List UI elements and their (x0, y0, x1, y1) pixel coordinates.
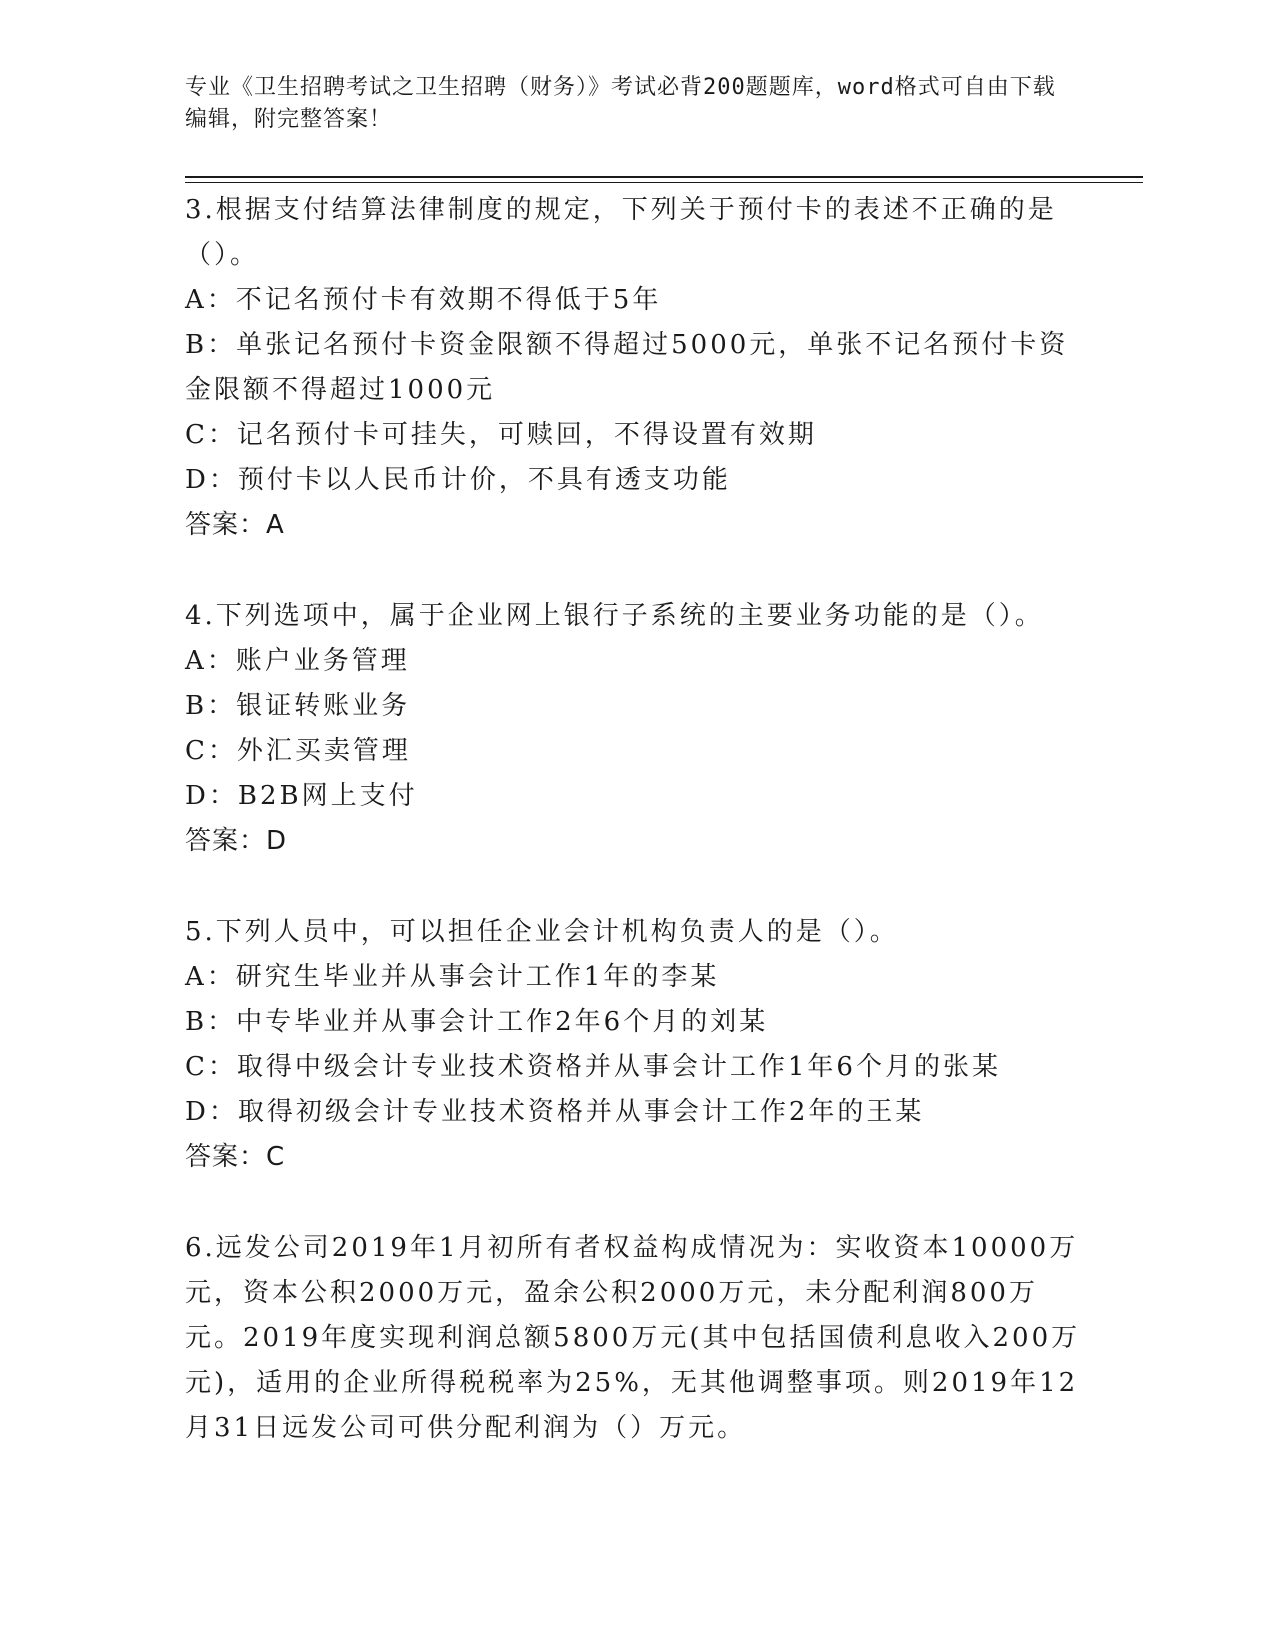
header-divider-thin (185, 182, 1143, 183)
question-stem: 4.下列选项中，属于企业网上银行子系统的主要业务功能的是（）。 (185, 601, 1044, 631)
question-5 (185, 910, 1085, 1180)
option-c: C：外汇买卖管理 (185, 736, 411, 766)
option-d: D：取得初级会计专业技术资格并从事会计工作2年的王某 (185, 1097, 925, 1127)
option-b: B：中专毕业并从事会计工作2年6个月的刘某 (185, 1007, 769, 1037)
question-spacer (185, 864, 1085, 910)
option-d: D：预付卡以人民币计价，不具有透支功能 (185, 465, 731, 495)
answer-line: 答案：C (185, 1142, 286, 1172)
option-c: C：记名预付卡可挂失，可赎回，不得设置有效期 (185, 420, 817, 450)
question-stem: 5.下列人员中，可以担任企业会计机构负责人的是（）。 (185, 917, 899, 947)
option-c: C：取得中级会计专业技术资格并从事会计工作1年6个月的张某 (185, 1052, 1001, 1082)
option-a: A：不记名预付卡有效期不得低于5年 (185, 285, 662, 315)
document-header: 专业《卫生招聘考试之卫生招聘（财务）》考试必背200题题库，word格式可自由下载编辑，附完整答案！ (185, 75, 1056, 132)
question-spacer (185, 1180, 1085, 1226)
header-divider-thick (185, 176, 1143, 178)
question-list (185, 188, 1085, 1451)
question-4 (185, 594, 1085, 864)
option-a: A：研究生毕业并从事会计工作1年的李某 (185, 962, 720, 992)
option-b: B：银证转账业务 (185, 691, 411, 721)
question-spacer (185, 548, 1085, 594)
question-6 (185, 1226, 1085, 1451)
answer-line: 答案：D (185, 826, 288, 856)
option-a: A：账户业务管理 (185, 646, 410, 676)
option-b: B：单张记名预付卡资金限额不得超过5000元，单张不记名预付卡资金限额不得超过1000元 (185, 330, 1069, 405)
question-stem: 6.远发公司2019年1月初所有者权益构成情况为：实收资本10000万元，资本公积2000万元，盈余公积2000万元，未分配利润800万元。2019年度实现利润总额5800万元(其中包括国债利息收入200万元)，适用的企业所得税税率为25%，无其他调整事项。则2019年12月31日远发公司可供分配利润为（）万元。 (185, 1233, 1081, 1443)
question-stem: 3.根据支付结算法律制度的规定，下列关于预付卡的表述不正确的是（）。 (185, 195, 1057, 270)
answer-line: 答案：A (185, 510, 285, 540)
option-d: D：B2B网上支付 (185, 781, 418, 811)
question-3 (185, 188, 1085, 548)
